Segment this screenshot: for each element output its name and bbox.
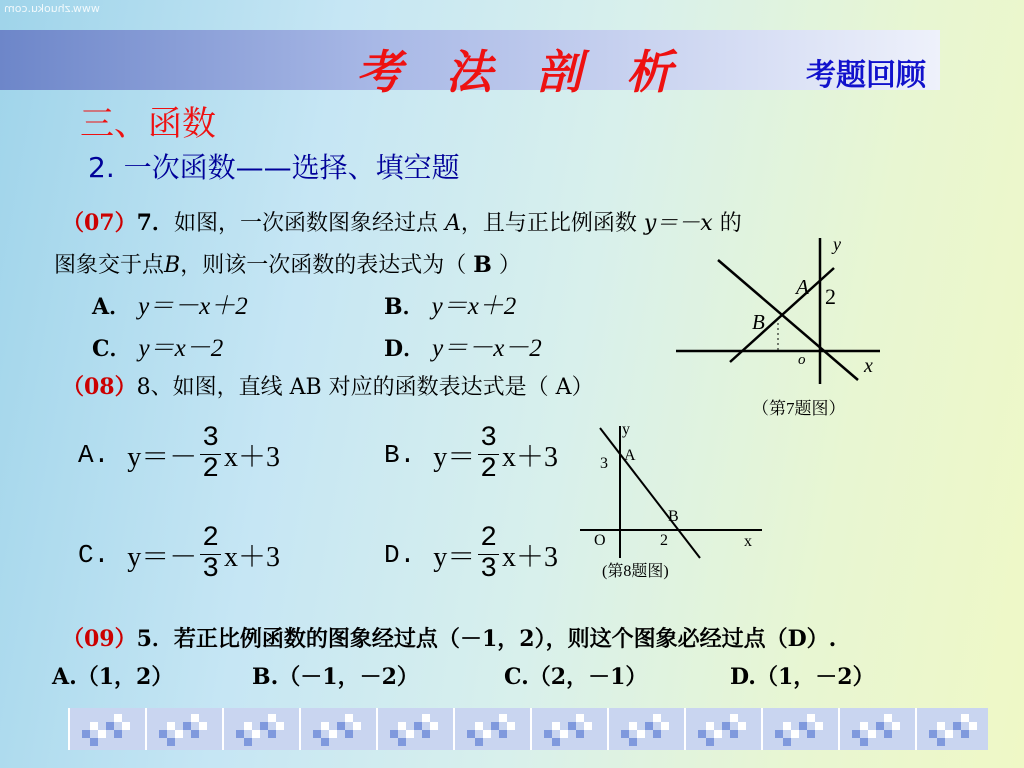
footer-pattern-cell [552,738,560,746]
q08-option-b-label: B. [384,439,416,470]
q08-line [62,370,594,401]
q08-option-d [384,524,558,585]
q07-option-d-label: D． [384,336,426,362]
q08-option-a-pre: y＝－ [127,441,198,473]
q09-option-c-label: C. [504,664,529,690]
q07-option-a [92,286,248,322]
footer-pattern-cell [337,722,345,730]
footer-separator [453,708,455,750]
q07-figure [670,232,890,422]
q08-answer: A [555,375,572,400]
q08-option-c-post: x＋3 [224,541,281,573]
q08-option-d-num: 2 [480,523,498,554]
q08-option-a [78,424,280,485]
q07-option-b-expr: y＝x＋2 [431,293,517,320]
q07-option-c-label: C． [92,336,132,362]
q07-point-b: B [164,253,181,278]
footer-pattern-cell [82,730,90,738]
footer-pattern-cell [544,730,552,738]
footer-pattern-cell [390,730,398,738]
footer-pattern-cell [98,730,106,738]
footer-pattern-cell [183,722,191,730]
footer-pattern-cell [106,722,114,730]
footer-pattern [68,708,988,750]
q08-option-b-num: 3 [480,423,498,454]
footer-pattern-cell [499,714,507,722]
q09-option-c [504,660,647,691]
footer-pattern-cell [199,722,207,730]
q07-point-a: A [444,211,461,236]
q07-option-a-expr: y＝－x＋2 [138,293,248,320]
footer-pattern-cell [90,722,98,730]
footer-pattern-cell [422,730,430,738]
q09-option-b [252,660,419,691]
footer-pattern-cell [791,730,799,738]
footer-pattern-cell [560,730,568,738]
q09-close: ）. [806,626,837,652]
q07-line-y-neg-x [718,260,858,380]
q08-option-b [384,424,558,485]
section-heading: 三、函数 [80,104,216,144]
footer-pattern-cell [398,722,406,730]
footer-pattern-cell [584,722,592,730]
footer-separator [684,708,686,750]
footer-pattern-cell [876,722,884,730]
footer-pattern-cell [576,714,584,722]
q08-option-c [78,524,280,585]
q09-option-a-value: （1，2） [76,664,174,690]
q07-text-a: 如图，一次函数图象经过点 [173,211,438,236]
q08-option-b-den: 2 [480,454,498,485]
q07-option-c [92,328,223,364]
q08-line-ab [600,428,700,558]
footer-pattern-cell [852,730,860,738]
footer-pattern-cell [276,722,284,730]
q09-option-a-label: A. [52,664,77,690]
footer-pattern-cell [483,730,491,738]
footer-pattern-cell [969,722,977,730]
footer-pattern-cell [491,722,499,730]
q08-point-a-label: A [624,447,636,464]
footer-pattern-cell [937,738,945,746]
footer-pattern-cell [698,730,706,738]
footer-pattern-cell [475,722,483,730]
q08-option-a-label: A. [78,439,110,470]
q07-func: y＝－x [643,211,713,236]
q07-line1 [62,206,742,237]
footer-pattern-cell [783,738,791,746]
q07-option-d [384,328,542,364]
q07-text-b: ，且与正比例函数 [460,211,637,236]
footer-pattern-cell [706,722,714,730]
footer-pattern-cell [552,722,560,730]
footer-separator [915,708,917,750]
q07-close: ） [498,253,521,278]
footer-pattern-cell [345,714,353,722]
q07-option-b-label: B． [384,294,425,320]
footer-separator [222,708,224,750]
footer-pattern-cell [807,730,815,738]
watermark: www.zhuoku.com [4,2,100,15]
footer-pattern-cell [929,730,937,738]
q09-line [62,622,836,653]
q08-option-b-fraction [478,424,499,485]
footer-pattern-cell [268,730,276,738]
q07-x-label: x [864,355,873,377]
footer-pattern-cell [345,730,353,738]
q09-option-b-value: （－1，－2） [278,664,419,690]
footer-pattern-cell [629,722,637,730]
footer-pattern-cell [122,722,130,730]
footer-pattern-cell [167,722,175,730]
footer-pattern-cell [568,722,576,730]
q09-option-c-value: （2，－1） [528,664,648,690]
footer-pattern-cell [738,722,746,730]
footer-pattern-cell [661,722,669,730]
footer-pattern-cell [783,722,791,730]
footer-pattern-cell [430,722,438,730]
footer-pattern-cell [507,722,515,730]
q08-y-tick: 3 [600,455,608,472]
footer-pattern-cell [159,730,167,738]
footer-pattern-cell [422,714,430,722]
q08-origin: O [594,532,606,549]
q08-option-a-post: x＋3 [224,441,281,473]
footer-pattern-cell [815,722,823,730]
q07-line2-b: ，则该一次函数的表达式为（ [180,253,467,278]
footer-separator [530,708,532,750]
footer-pattern-cell [706,738,714,746]
footer-pattern-cell [884,714,892,722]
footer-pattern-cell [191,730,199,738]
footer-pattern-cell [937,722,945,730]
footer-pattern-cell [167,738,175,746]
q09-option-a [52,660,173,691]
q08-option-d-den: 3 [480,554,498,585]
q07-option-c-expr: y＝x－2 [138,335,224,362]
footer-pattern-cell [714,730,722,738]
footer-pattern-cell [653,730,661,738]
footer-separator [761,708,763,750]
footer-pattern-cell [860,722,868,730]
q07-caption: （第7题图） [752,399,846,418]
q07-option-d-expr: y＝－x－2 [432,335,542,362]
footer-pattern-cell [475,738,483,746]
footer-pattern-cell [236,730,244,738]
q08-text: 8、如图，直线 AB 对应的函数表达式是（ [136,375,549,400]
q07-tick-2: 2 [825,284,836,309]
footer-pattern-cell [775,730,783,738]
footer-pattern-cell [637,730,645,738]
footer-separator [68,708,70,750]
q09-option-b-label: B. [252,664,279,690]
footer-pattern-cell [244,738,252,746]
footer-separator [145,708,147,750]
footer-pattern-cell [892,722,900,730]
q08-year: （08） [62,374,137,400]
footer-pattern-cell [799,722,807,730]
footer-pattern-cell [114,714,122,722]
q07-option-a-label: A． [92,294,132,320]
q07-point-b-label: B [752,310,765,334]
q09-point: －1，2 [459,626,535,652]
footer-pattern-cell [653,714,661,722]
decorative-footer-strip [68,708,988,750]
footer-pattern-cell [730,730,738,738]
q07-number: 7． [136,210,174,236]
q08-x-tick: 2 [660,532,668,549]
q08-option-d-fraction [478,524,499,585]
q09-answer: D [787,626,807,652]
q07-option-b [384,286,516,322]
q07-point-a-label: A [796,275,809,299]
section-subheading: 2. 一次函数——选择、填空题 [88,151,460,184]
q07-text-c: 的 [719,211,742,236]
footer-pattern-cell [499,730,507,738]
q07-line2 [54,248,521,279]
footer-pattern-cell [645,722,653,730]
q08-option-c-pre: y＝－ [127,541,198,573]
q08-option-b-pre: y＝ [433,441,476,473]
q08-x-label: x [744,533,752,550]
page-subtitle: 考题回顾 [806,58,926,93]
q09-text-b: ），则这个图象必经过点（ [534,626,788,652]
footer-pattern-cell [730,714,738,722]
footer-pattern-cell [414,722,422,730]
q08-option-a-fraction [200,424,221,485]
footer-pattern-cell [175,730,183,738]
footer-pattern-cell [621,730,629,738]
footer-separator [299,708,301,750]
q08-option-c-fraction [200,524,221,585]
footer-pattern-cell [191,714,199,722]
footer-pattern-cell [268,714,276,722]
q09-year: （09） [62,626,137,652]
q07-year: （07） [62,210,137,236]
footer-pattern-cell [244,722,252,730]
q08-option-a-den: 2 [202,454,220,485]
footer-separator [838,708,840,750]
footer-pattern-cell [313,730,321,738]
footer-separator [607,708,609,750]
footer-pattern-cell [953,722,961,730]
q08-option-c-den: 3 [202,554,220,585]
q07-line2-text: 图象交于点 [54,253,165,278]
footer-pattern-cell [868,730,876,738]
q08-option-d-pre: y＝ [433,541,476,573]
q08-close: ） [571,375,594,400]
footer-pattern-cell [321,738,329,746]
q08-y-label: y [622,421,630,438]
q07-y-label: y [833,234,841,254]
footer-pattern-cell [884,730,892,738]
q08-option-c-num: 2 [202,523,220,554]
footer-pattern-cell [90,738,98,746]
q08-option-d-label: D. [384,539,416,570]
footer-pattern-cell [406,730,414,738]
footer-pattern-cell [961,730,969,738]
q08-option-b-post: x＋3 [502,441,559,473]
footer-separator [376,708,378,750]
footer-pattern-cell [807,714,815,722]
footer-pattern-cell [722,722,730,730]
footer-pattern-cell [114,730,122,738]
footer-pattern-cell [467,730,475,738]
q07-answer: B [473,252,492,278]
footer-pattern-cell [252,730,260,738]
page-title: 考 法 剖 析 [356,45,687,99]
footer-pattern-cell [260,722,268,730]
q08-option-c-label: C. [78,539,110,570]
footer-pattern-cell [353,722,361,730]
q09-text: 5．若正比例函数的图象经过点（ [136,626,460,652]
footer-pattern-cell [576,730,584,738]
q08-option-d-post: x＋3 [502,541,559,573]
q09-option-d [730,660,875,691]
footer-pattern-cell [321,722,329,730]
q08-caption: (第8题图) [602,563,669,580]
q08-figure [576,418,776,586]
footer-pattern-cell [860,738,868,746]
footer-pattern-cell [398,738,406,746]
footer-pattern-cell [329,730,337,738]
q09-option-d-value: （1，－2） [755,664,875,690]
q08-option-a-num: 3 [202,423,220,454]
footer-pattern-cell [629,738,637,746]
q07-origin: o [798,352,806,368]
footer-pattern-cell [945,730,953,738]
footer-pattern-cell [961,714,969,722]
q09-option-d-label: D. [730,664,756,690]
q08-point-b-label: B [668,508,679,525]
